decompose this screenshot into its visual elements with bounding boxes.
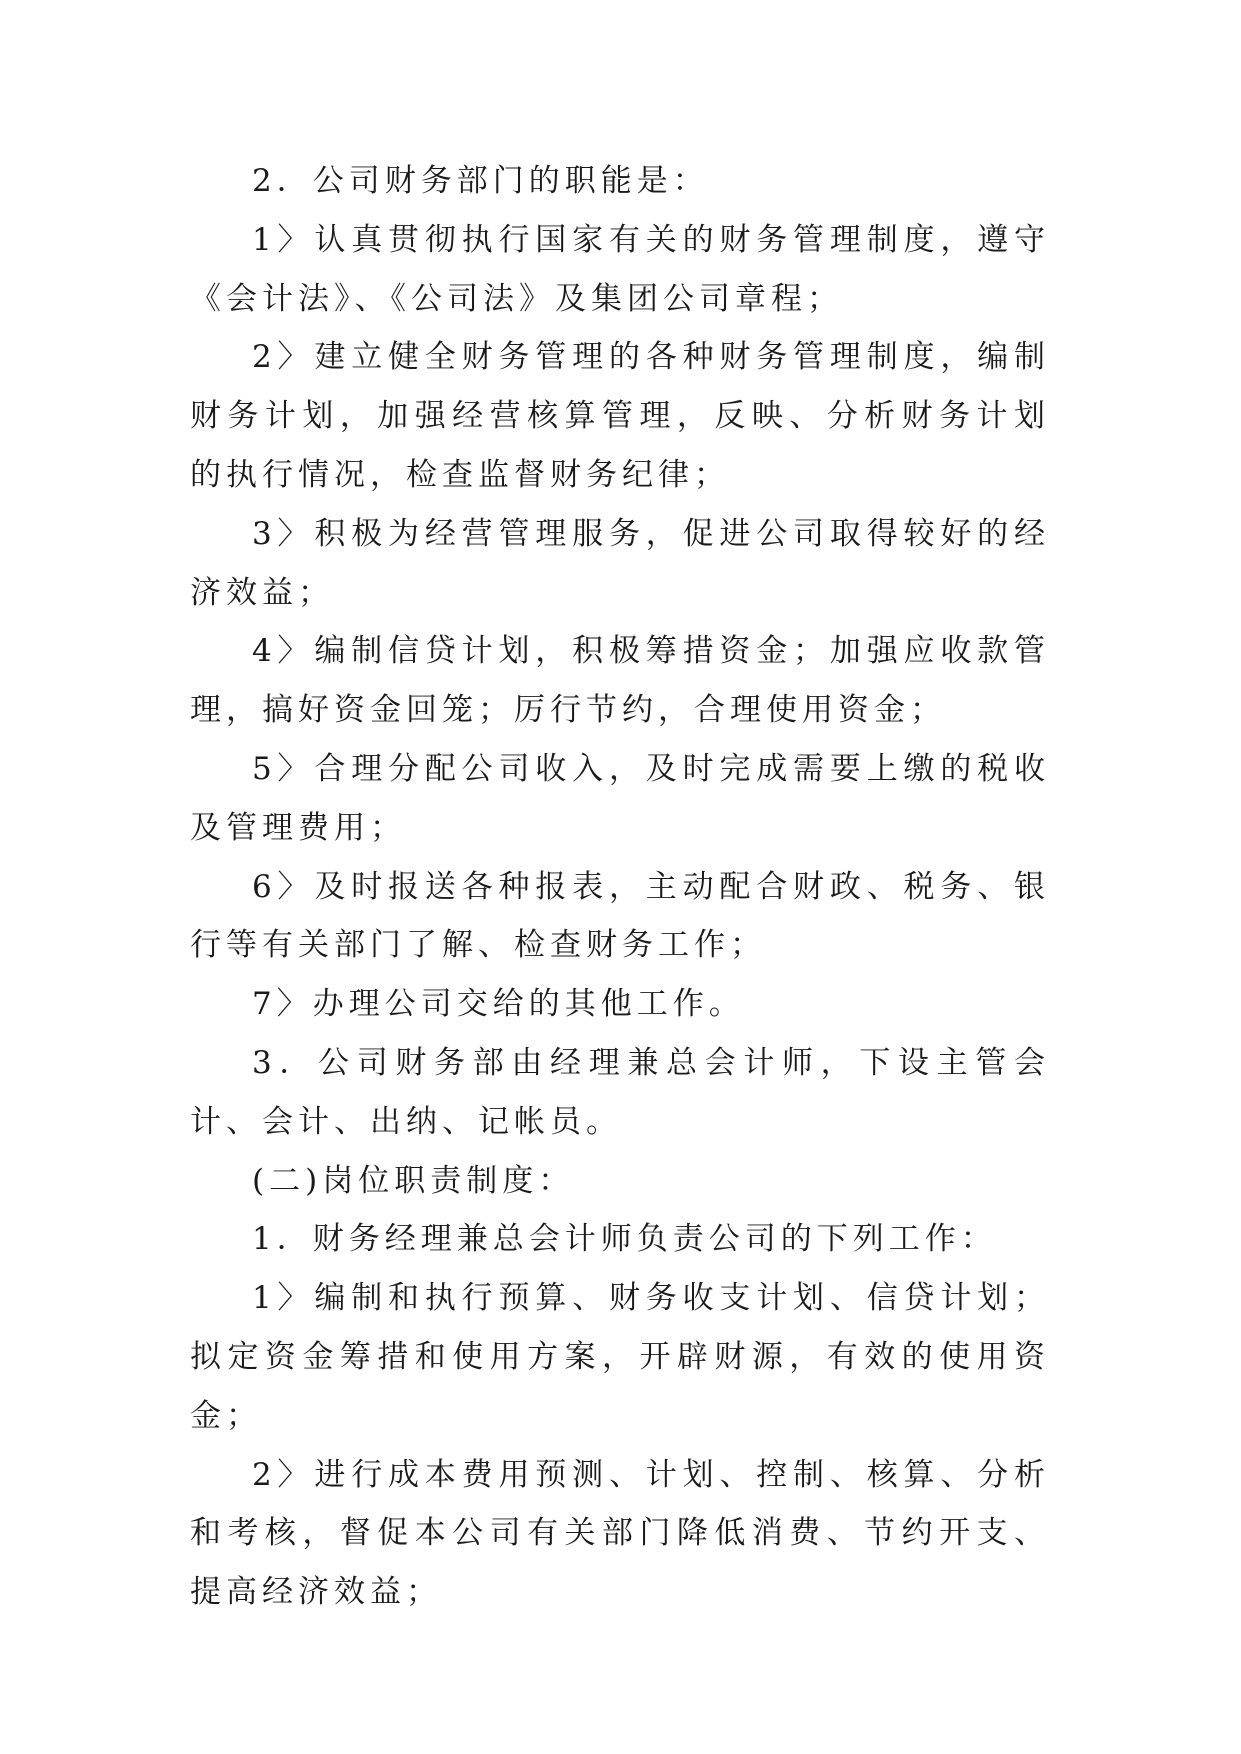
paragraph-manager-duty-2: 2〉进行成本费用预测、计划、控制、核算、分析和考核，督促本公司有关部门降低消费、节约开支、提高经济效益； <box>190 1456 1050 1611</box>
paragraph-function-6: 6〉及时报送各种报表，主动配合财政、税务、银行等有关部门了解、检查财务工作； <box>190 868 1050 964</box>
paragraph-function-7: 7〉办理公司交给的其他工作。 <box>252 986 745 1023</box>
paragraph-function-2: 2〉建立健全财务管理的各种财务管理制度，编制财务计划，加强经营核算管理，反映、分析财务计划的执行情况，检查监督财务纪律； <box>190 339 1050 493</box>
paragraph-function-3: 3〉积极为经营管理服务，促进公司取得较好的经济效益； <box>190 515 1050 611</box>
paragraph-department-functions-heading: 2．公司财务部门的职能是： <box>252 163 709 199</box>
paragraph-function-1: 1〉认真贯彻执行国家有关的财务管理制度，遵守《会计法》、《公司法》及集团公司章程； <box>190 221 1050 317</box>
paragraph-function-4: 4〉编制信贷计划，积极筹措资金；加强应收款管理，搞好资金回笼；厉行节约，合理使用资金； <box>190 633 1050 729</box>
paragraph-department-staffing: 3．公司财务部由经理兼总会计师，下设主管会计、会计、出纳、记帐员。 <box>190 1044 1050 1140</box>
document-body <box>190 152 1050 1622</box>
paragraph-function-5: 5〉合理分配公司收入，及时完成需要上缴的税收及管理费用； <box>190 750 1050 846</box>
paragraph-manager-duty-1: 1〉编制和执行预算、财务收支计划、信贷计划；拟定资金筹措和使用方案，开辟财源，有效的使用资金； <box>190 1280 1050 1434</box>
paragraph-manager-duties-heading: 1．财务经理兼总会计师负责公司的下列工作： <box>252 1221 997 1258</box>
section-heading-job-duties: (二)岗位职责制度： <box>252 1162 575 1199</box>
